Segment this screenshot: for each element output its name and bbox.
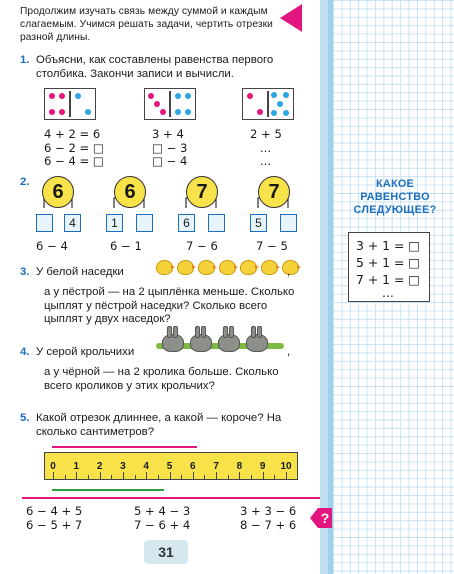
empty-box[interactable] — [36, 214, 53, 232]
sidebar-line: 3 + 1 = □ — [356, 238, 420, 253]
ruler-number: 6 — [190, 461, 196, 472]
empty-box[interactable] — [208, 214, 225, 232]
rabbits-illustration — [162, 334, 274, 355]
task4-text: а у чёрной — на 2 кролика больше. Сколько всего кроликов у этих крольчих? — [44, 366, 279, 392]
ruler-tick — [53, 472, 54, 479]
ruler-tick — [216, 472, 217, 479]
chick-icon — [156, 260, 173, 275]
ruler-tick — [123, 472, 124, 479]
ruler-number: 2 — [96, 461, 103, 472]
bottom-col1: 6 − 4 + 5 6 − 5 + 7 — [26, 504, 83, 532]
chick-icon — [282, 260, 299, 275]
ruler-number: 10 — [280, 461, 292, 472]
sidebar-line: 7 + 1 = □ — [356, 272, 420, 287]
ruler-number: 4 — [143, 461, 149, 472]
number-box: 6 — [178, 214, 195, 232]
ruler-tick — [65, 475, 66, 479]
task4-number: 4. — [20, 346, 30, 358]
ruler-tick — [263, 472, 264, 479]
task4-line1: У серой крольчихи — [36, 346, 135, 358]
task2-expr: 6 − 4 — [36, 239, 68, 253]
sidebar-box — [348, 232, 430, 302]
bottom-col2: 5 + 4 − 3 7 − 6 + 4 — [134, 504, 191, 532]
ruler-tick — [135, 475, 136, 479]
ruler-tick — [204, 475, 205, 479]
page-number: 31 — [144, 540, 188, 564]
ruler-tick — [274, 475, 275, 479]
ruler-tick — [100, 472, 101, 479]
empty-box[interactable] — [280, 214, 297, 232]
number-circle: 7 — [186, 176, 218, 208]
ruler-tick — [111, 475, 112, 479]
task1-number: 1. — [20, 54, 30, 66]
chick-icon — [219, 260, 236, 275]
ruler-tick — [158, 475, 159, 479]
ruler-tick — [170, 472, 171, 479]
chick-icon — [198, 260, 215, 275]
green-segment — [52, 489, 164, 491]
task1-col3: 2 + 5 ... ... — [250, 127, 282, 169]
ruler-tick — [88, 475, 89, 479]
task3-comma: , — [287, 266, 291, 278]
task1-col2: 3 + 4 □ − 3 □ − 4 — [152, 127, 188, 169]
ruler-tick — [146, 472, 147, 479]
ruler-tick — [251, 475, 252, 479]
ruler-number: 0 — [50, 461, 56, 472]
sidebar-title: КАКОЕ РАВЕНСТВО СЛЕДУЮЩЕЕ? — [353, 178, 437, 216]
ruler-tick — [228, 475, 229, 479]
task3-number: 3. — [20, 266, 30, 278]
task2-expr: 7 − 6 — [186, 239, 218, 253]
number-circle: 6 — [114, 176, 146, 208]
ruler-number: 1 — [73, 461, 80, 472]
chick-icon — [240, 260, 257, 275]
chick-icon — [261, 260, 278, 275]
chick-icon — [177, 260, 194, 275]
section-divider — [22, 497, 320, 499]
task5-number: 5. — [20, 412, 30, 424]
ruler-number: 7 — [213, 461, 219, 472]
number-box: 4 — [64, 214, 81, 232]
task1-text: Объясни, как составлены равенства первого столбика. Закончи записи и вычисли. — [36, 54, 274, 80]
number-box: 1 — [106, 214, 123, 232]
task3-line1: У белой наседки — [36, 266, 124, 278]
task3-text: а у пёстрой — на 2 цыплёнка меньше. Сколько цыплят у пёстрой наседки? Сколько всего цыплят у двух наседок? — [44, 286, 295, 326]
ruler — [44, 452, 298, 480]
rabbit-icon — [162, 334, 184, 352]
sidebar-line: ... — [382, 285, 394, 300]
rabbit-icon — [246, 334, 268, 352]
rabbit-icon — [190, 334, 212, 352]
ruler-tick — [193, 472, 194, 479]
ruler-tick — [76, 472, 77, 479]
intro-text: Продолжим изучать связь между суммой и каждым слагаемым. Учимся решать задачи, чертить отрезки разной длины. — [20, 6, 273, 43]
pink-segment — [52, 446, 197, 448]
question-flag-icon: ? — [310, 508, 330, 528]
ruler-number: 8 — [236, 461, 243, 472]
empty-box[interactable] — [136, 214, 153, 232]
ruler-number: 9 — [259, 461, 266, 472]
task4-comma: , — [287, 346, 291, 358]
task2-expr: 6 − 1 — [110, 239, 142, 253]
ruler-tick — [239, 472, 240, 479]
task2-expr: 7 − 5 — [256, 239, 288, 253]
number-circle: 6 — [42, 176, 74, 208]
ruler-number: 5 — [166, 461, 173, 472]
ruler-number: 3 — [120, 461, 126, 472]
ruler-tick — [286, 472, 287, 479]
rabbit-icon — [218, 334, 240, 352]
bottom-col3: 3 + 3 − 6 8 − 7 + 6 — [240, 504, 297, 532]
number-circle: 7 — [258, 176, 290, 208]
chicks-illustration — [156, 260, 303, 278]
sidebar-line: 5 + 1 = □ — [356, 255, 420, 270]
task2-number: 2. — [20, 176, 30, 188]
task1-col1: 4 + 2 = 6 6 − 2 = □ 6 − 4 = □ — [44, 127, 104, 169]
ruler-tick — [181, 475, 182, 479]
task5-text: Какой отрезок длиннее, а какой — короче? На сколько сантиметров? — [36, 412, 282, 438]
number-box: 5 — [250, 214, 267, 232]
